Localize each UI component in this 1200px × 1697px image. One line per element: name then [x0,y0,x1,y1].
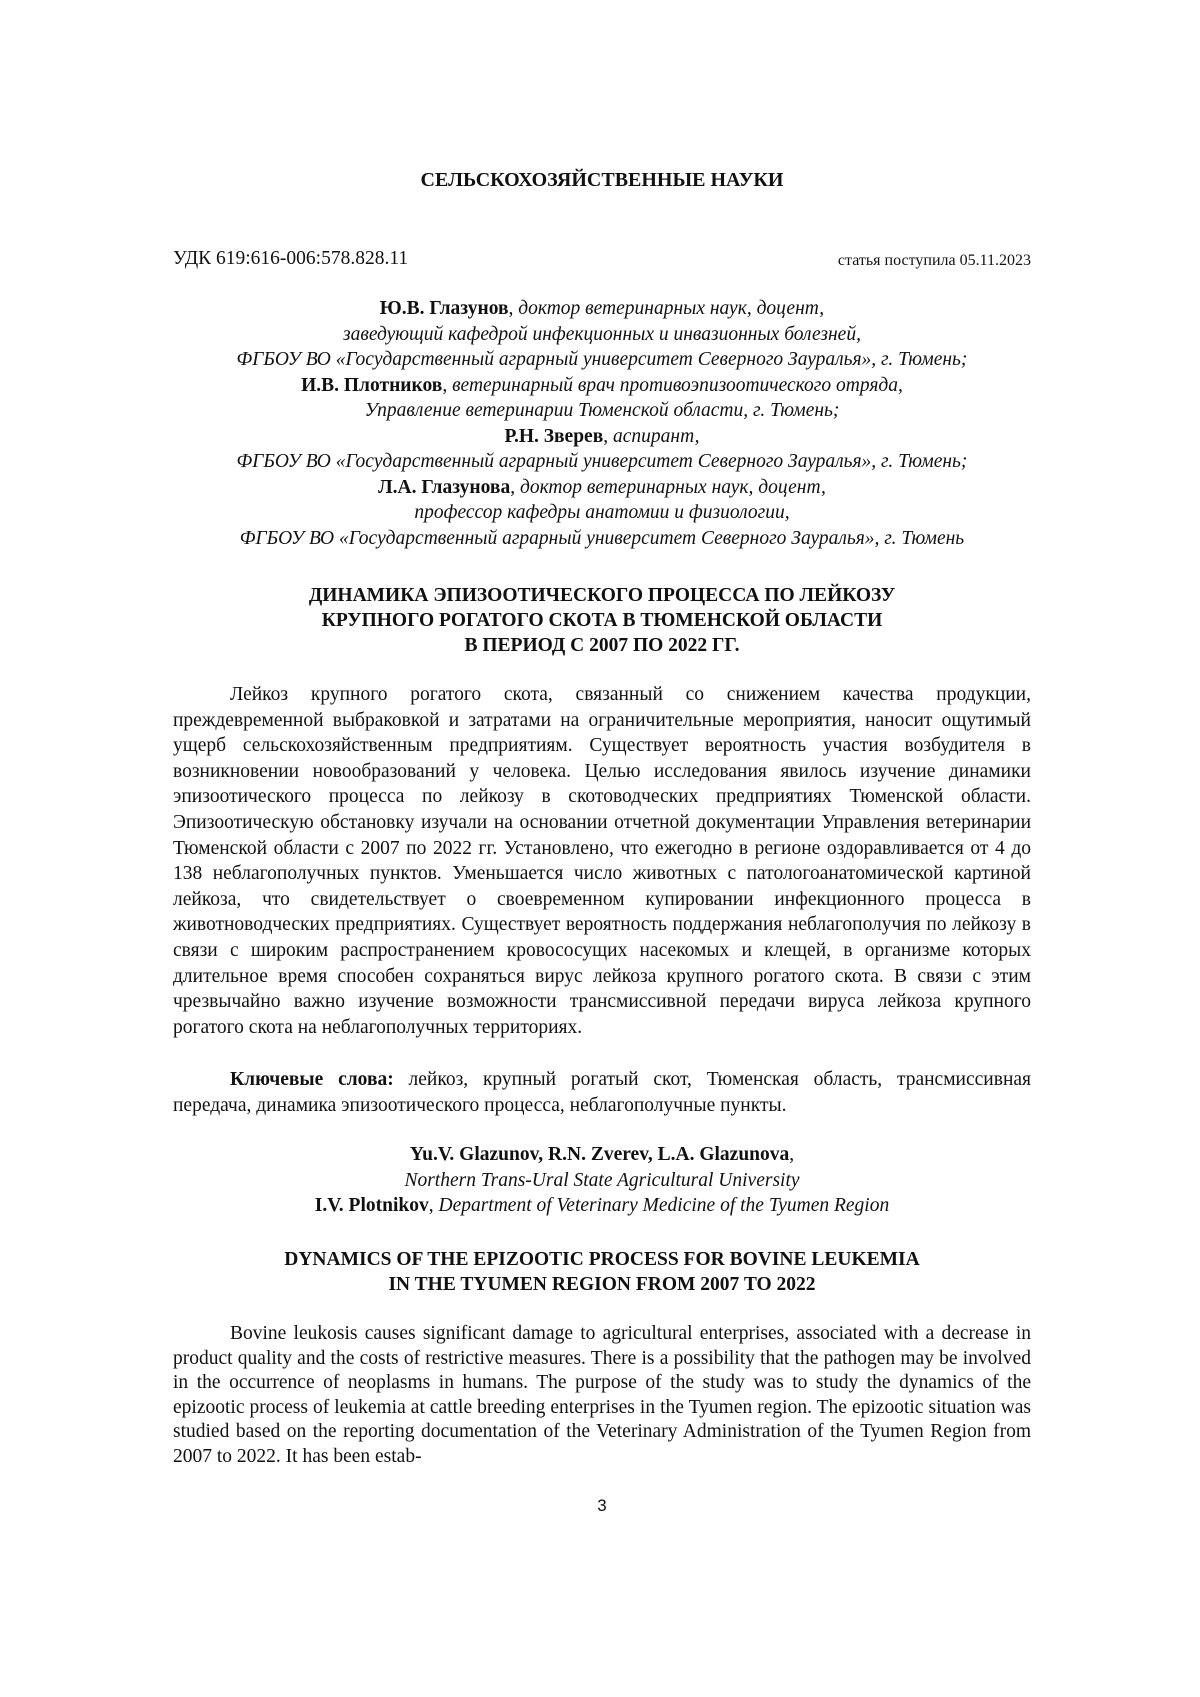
author-line-en [173,1193,1031,1219]
authors-en [173,1142,1031,1219]
article-title-en [173,1247,1031,1297]
article-meta [173,246,1031,272]
author-role: ветеринарный врач противоэпизоотического отряда, [452,374,903,396]
author-affiliation: ФГБОУ ВО «Государственный аграрный университет Северного Зауралья», г. Тюмень; [236,451,968,472]
author-name: Р.Н. Зверев [504,425,604,447]
title-line: IN THE TYUMEN REGION FROM 2007 TO 2022 [388,1274,816,1295]
title-line: ДИНАМИКА ЭПИЗООТИЧЕСКОГО ПРОЦЕССА ПО ЛЕЙКОЗУ [308,585,896,606]
author-name: И.В. Плотников [301,374,443,396]
author-role: аспирант, [613,425,700,447]
author-name: Ю.В. Глазунов [379,298,509,319]
author-affiliation: профессор кафедры анатомии и физиологии, [414,502,790,523]
separator: , [789,1144,795,1165]
author-line-en [173,1142,1031,1168]
author-line [173,398,1031,424]
keywords-ru [173,1067,1031,1118]
author-line: Р.Н. Зверев, аспирант, [504,425,700,447]
keywords-text: лейкоз, крупный рогатый скот, Тюменская область, трансмиссивная передача, динамика эпизоотического процесса, неблагополучные пункты. [173,1069,1031,1116]
authors-ru [173,296,1031,551]
keywords-label: Ключевые слова: [230,1069,394,1090]
title-line: КРУПНОГО РОГАТОГО СКОТА В ТЮМЕНСКОЙ ОБЛАСТИ [321,610,883,631]
author-affiliation: ФГБОУ ВО «Государственный аграрный университет Северного Зауралья», г. Тюмень; [236,349,968,370]
author-affiliation: ФГБОУ ВО «Государственный аграрный университет Северного Зауралья», г. Тюмень [239,527,965,549]
paper-page [173,0,1031,1697]
author-line-en [173,1168,1031,1194]
author-affiliation: заведующий кафедрой инфекционных и инвазионных болезней, [343,323,861,345]
page-number: 3 [597,1496,607,1515]
section-heading: СЕЛЬСКОХОЗЯЙСТВЕННЫЕ НАУКИ [420,169,784,191]
article-title-ru [173,583,1031,658]
author-line [173,347,1031,373]
author-names-en: Yu.V. Glazunov, R.N. Zverev, L.A. Glazunova [409,1144,790,1165]
author-name: Л.А. Глазунова [378,476,511,498]
author-line: Л.А. Глазунова, доктор ветеринарных наук, доцент, [378,476,826,498]
author-line [173,322,1031,348]
author-affiliation: Управление ветеринарии Тюменской области, г. Тюмень; [364,400,840,421]
author-line [173,500,1031,526]
author-affiliation-en: Department of Veterinary Medicine of the Tyumen Region [438,1195,890,1216]
received-date: статья поступила 05.11.2023 [837,252,1031,269]
udk-code: УДК 619:616-006:578.828.11 [173,248,409,269]
title-line: DYNAMICS OF THE EPIZOOTIC PROCESS FOR BOVINE LEUKEMIA [284,1249,920,1270]
author-role: доктор ветеринарных наук, доцент, [518,298,825,319]
author-line: И.В. Плотников, ветеринарный врач противоэпизоотического отряда, [301,374,903,396]
author-affiliation-en: Northern Trans-Ural State Agricultural University [404,1169,800,1191]
abstract-ru: Лейкоз крупного рогатого скота, связанный со снижением качества продукции, преждевременной выбраковкой и затратами на ограничительные мероприятия, наносит ощутимый ущерб сельскохозяйственным предприятиям. Существует вероятность участия возбудителя в возникновении новообразований у человека. Целью исследования явилось изучение динамики эпизоотического процесса по лейкозу в скотоводческих предприятиях Тюменской области. Эпизоотическую обстановку изучали на основании отчетной документации Управления ветеринарии Тюменской области с 2007 по 2022 гг. Установлено, что ежегодно в регионе оздоравливается от 4 до 138 неблагополучных пунктов. Уменьшается число животных с патологоанатомической картиной лейкоза, что свидетельствует о своевременном купировании инфекционного процесса в животноводческих предприятиях. Существует вероятность поддержания неблагополучия по лейкозу в связи с широким распространением кровососущих насекомых и клещей, в организме которых длительное время способен сохраняться вирус лейкоза крупного рогатого скота. В связи с этим чрезвычайно важно изучение возможности трансмиссивной передачи вируса лейкоза крупного рогатого скота на неблагополучных территориях. [173,684,1031,1038]
author-role: доктор ветеринарных наук, доцент, [519,476,826,498]
author-line: Ю.В. Глазунов, доктор ветеринарных наук, доцент, [379,298,825,319]
title-line: В ПЕРИОД С 2007 ПО 2022 ГГ. [464,635,740,656]
author-line [173,526,1031,552]
abstract-en: Bovine leukosis causes significant damage to agricultural enterprises, associated with a decrease in product quality and the costs of restrictive measures. There is a possibility that the pathogen may be involved in the occurrence of neoplasms in humans. The purpose of the study was to study the dynamics of the epizootic process of leukemia at cattle breeding enterprises in the Tyumen region. The epizootic situation was studied based on the reporting documentation of the Veterinary Administration of the Tyumen Region from 2007 to 2022. It has been estab- [173,1323,1031,1467]
author-line [173,449,1031,475]
author-names-en: I.V. Plotnikov [314,1195,429,1216]
separator: , [428,1195,439,1216]
